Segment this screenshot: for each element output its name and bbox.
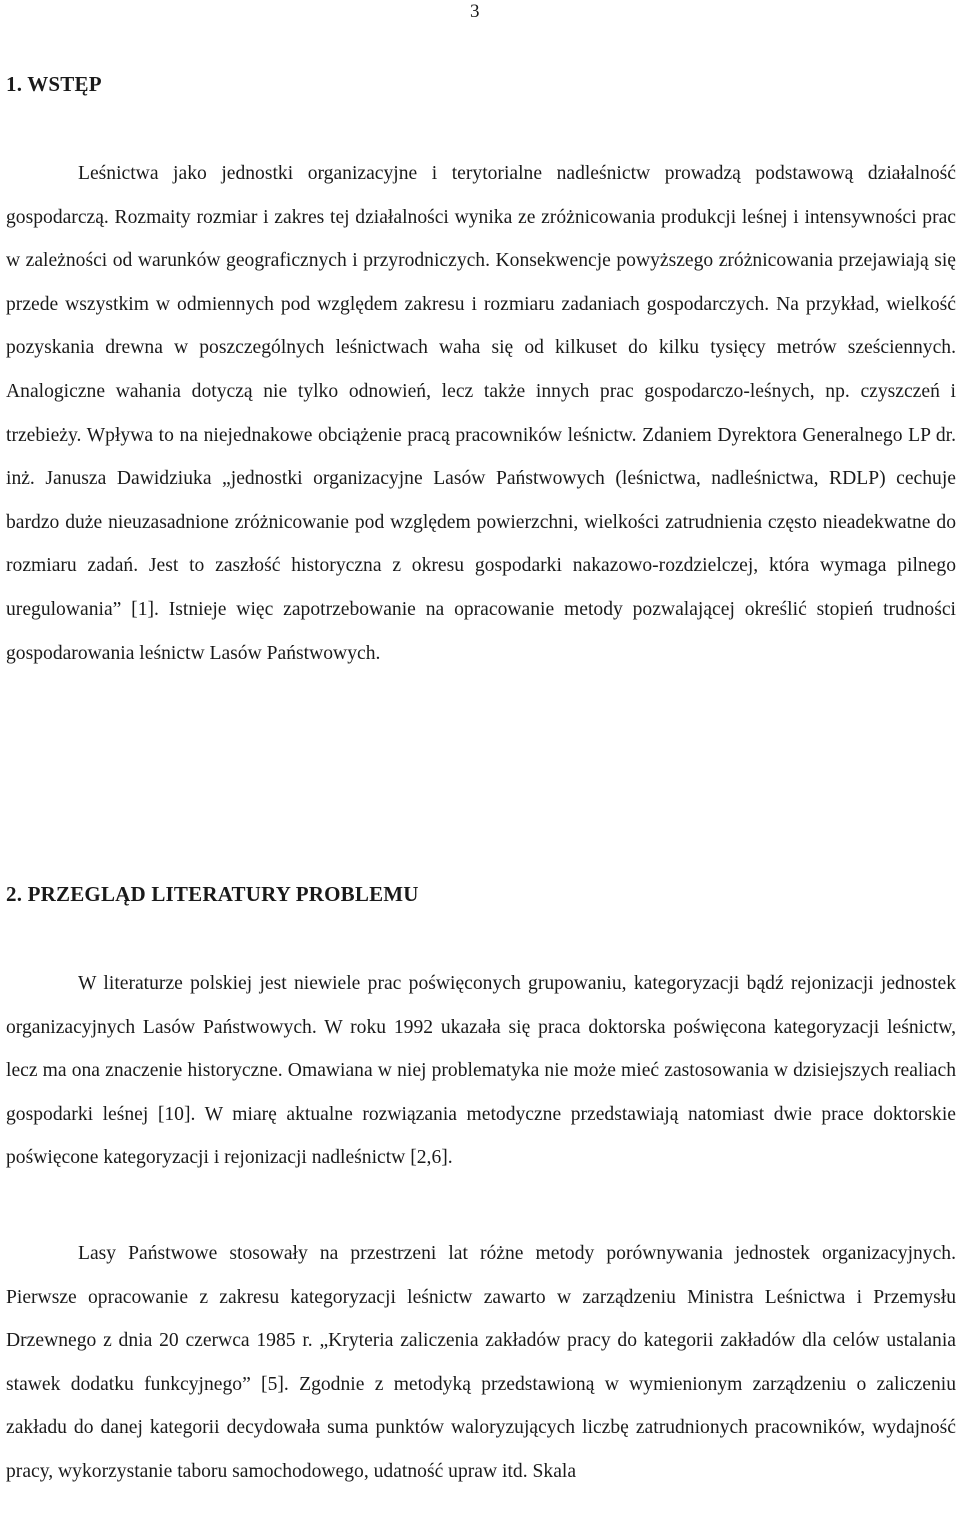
section-heading-introduction: 1. WSTĘP	[6, 72, 102, 96]
paragraph-literature-review-2: Lasy Państwowe stosowały na przestrzeni lat różne metody porównywania jednostek organizacyjnych. Pierwsze opracowanie z zakresu kategoryzacji leśnictw zawarto w zarządzeniu Ministra Leśnictwa i Przemysłu Drzewnego z dnia 20 czerwca 1985 r. „Kryteria zaliczenia zakładów pracy do kategorii zakładów dla celów ustalania stawek dodatku funkcyjnego” [5]. Zgodnie z metodyką przedstawioną w wymienionym zarządzeniu o zaliczeniu zakładu do danej kategorii decydowała suma punktów waloryzujących liczbę zatrudnionych pracowników, wydajność pracy, wykorzystanie taboru samochodowego, udatność upraw itd. Skala	[6, 1243, 956, 1482]
page-number: 3	[470, 1, 480, 22]
paragraph-introduction: Leśnictwa jako jednostki organizacyjne i terytorialne nadleśnictw prowadzą podstawową działalność gospodarczą. Rozmaity rozmiar i zakres tej działalności wynika ze zróżnicowania produkcji leśnej i intensywności prac w zależności od warunków geograficznych i przyrodniczych. Konsekwencje powyższego zróżnicowania przejawiają się przede wszystkim w odmiennych pod względem zakresu i rozmiaru zadaniach gospodarczych. Na przykład, wielkość pozyskania drewna w poszczególnych leśnictwach waha się od kilkuset do kilku tysięcy metrów sześciennych. Analogiczne wahania dotyczą nie tylko odnowień, lecz także innych prac gospodarczo-leśnych, np. czyszczeń i trzebieży. Wpływa to na niejednakowe obciążenie pracą pracowników leśnictw. Zdaniem Dyrektora Generalnego LP dr. inż. Janusza Dawidziuka „jednostki organizacyjne Lasów Państwowych (leśnictwa, nadleśnictwa, RDLP) cechuje bardzo duże nieuzasadnione zróżnicowanie pod względem powierzchni, wielkości zatrudnienia często nieadekwatne do rozmiaru zadań. Jest to zaszłość historyczna z okresu gospodarki nakazowo-rozdzielczej, która wymaga pilnego uregulowania” [1]. Istnieje więc zapotrzebowanie na opracowanie metody pozwalającej określić stopień trudności gospodarowania leśnictw Lasów Państwowych.	[6, 163, 956, 664]
paragraph-literature-review-1: W literaturze polskiej jest niewiele prac poświęconych grupowaniu, kategoryzacji bądź rejonizacji jednostek organizacyjnych Lasów Państwowych. W roku 1992 ukazała się praca doktorska poświęcona kategoryzacji leśnictw, lecz ma ona znaczenie historyczne. Omawiana w niej problematyka nie może mieć zastosowania w dzisiejszych realiach gospodarki leśnej [10]. W miarę aktualne rozwiązania metodyczne przedstawiają natomiast dwie prace doktorskie poświęcone kategoryzacji i rejonizacji nadleśnictw [2,6].	[6, 973, 956, 1169]
section-heading-literature-review: 2. PRZEGLĄD LITERATURY PROBLEMU	[6, 882, 419, 906]
